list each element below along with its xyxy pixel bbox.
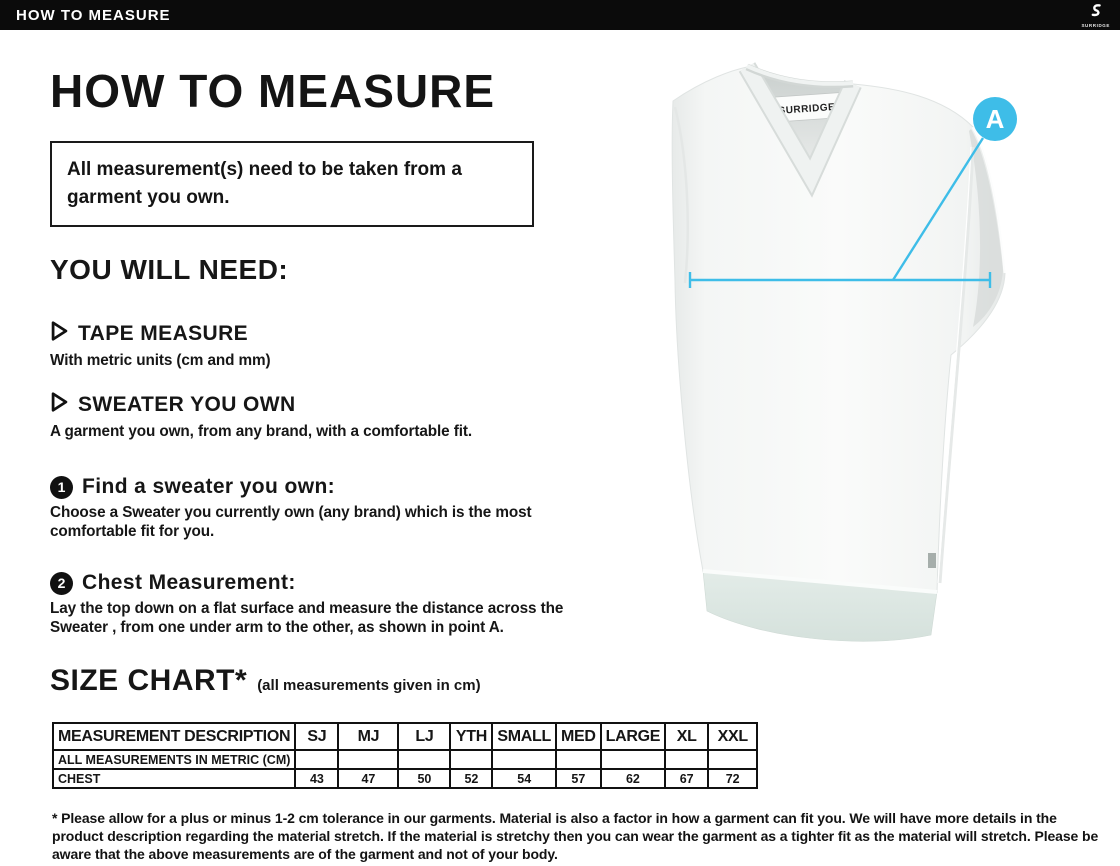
surridge-s-icon: [1088, 3, 1104, 23]
need-item-title: SWEATER YOU OWN: [78, 392, 296, 416]
size-chart-title: SIZE CHART*: [50, 664, 248, 697]
surridge-logo-text: SURRIDGE: [1081, 22, 1110, 28]
size-chart-table: [52, 722, 758, 789]
column-header: XL: [665, 723, 708, 750]
need-item-description: A garment you own, from any brand, with a comfortable fit.: [50, 423, 472, 440]
step-title: Chest Measurement:: [82, 571, 296, 594]
step-description: Lay the top down on a flat surface and measure the distance across the Sweater , from one under arm to the other, as shown in point A.: [50, 600, 564, 636]
you-will-need-heading: YOU WILL NEED:: [50, 254, 289, 285]
column-header: YTH: [450, 723, 492, 750]
cell-value: 50: [398, 769, 450, 788]
cell-value: 54: [492, 769, 556, 788]
column-header: XXL: [708, 723, 757, 750]
column-header: MEASUREMENT DESCRIPTION: [53, 723, 295, 750]
table-header-row: [53, 723, 757, 750]
point-a-label: A: [985, 104, 1005, 134]
garment-diagram: [635, 55, 1065, 667]
table-row: [53, 769, 757, 788]
tolerance-footnote: * Please allow for a plus or minus 1-2 cm tolerance in our garments. Material is also a factor in how a garment can fit you. We will have more details in the product description regarding the material stretch. If the material is stretchy then you can wear the garment as a tighter fit as the material will stretch. Please be aware that the above measurements are of the garment and not of your body.: [52, 810, 1099, 862]
topbar: [0, 0, 1120, 30]
size-chart-heading: [50, 664, 481, 698]
notice-box: [50, 141, 534, 227]
cell-value: 72: [708, 769, 757, 788]
topbar-title: HOW TO MEASURE: [16, 6, 171, 24]
side-tag: [928, 553, 936, 568]
collar-label-text: SURRIDGE: [778, 101, 836, 117]
step-1-badge: 1: [50, 476, 73, 499]
need-item-title: TAPE MEASURE: [78, 321, 249, 345]
cell-value: 57: [556, 769, 601, 788]
column-header: LARGE: [601, 723, 666, 750]
notice-text: All measurement(s) need to be taken from a garment you own.: [67, 159, 462, 208]
column-header: LJ: [398, 723, 450, 750]
step-title: Find a sweater you own:: [82, 475, 336, 498]
cell-value: 62: [601, 769, 666, 788]
column-header: SJ: [295, 723, 338, 750]
play-triangle-icon: [50, 391, 69, 418]
cell-value: 67: [665, 769, 708, 788]
cell-value: 47: [338, 769, 398, 788]
surridge-logo: [1081, 3, 1110, 29]
play-triangle-icon: [50, 320, 69, 347]
page-title: HOW TO MEASURE: [50, 65, 496, 117]
row-label: CHEST: [53, 769, 295, 788]
size-chart-subtitle: (all measurements given in cm): [257, 677, 481, 694]
step-description: Choose a Sweater you currently own (any brand) which is the most comfortable fit for you.: [50, 504, 532, 540]
step-chest-measurement: [50, 571, 610, 637]
need-item-description: With metric units (cm and mm): [50, 352, 271, 369]
column-header: MJ: [338, 723, 398, 750]
step-2-badge: 2: [50, 572, 73, 595]
need-item-sweater: [50, 391, 610, 442]
cell-value: 52: [450, 769, 492, 788]
column-header: MED: [556, 723, 601, 750]
row-label: ALL MEASUREMENTS IN METRIC (CM): [53, 750, 295, 769]
step-find-sweater: [50, 475, 610, 541]
cell-value: 43: [295, 769, 338, 788]
point-a-marker: [973, 97, 1017, 141]
table-row: [53, 750, 757, 769]
need-item-tape-measure: [50, 320, 610, 371]
column-header: SMALL: [492, 723, 556, 750]
vest-body: [672, 67, 1005, 592]
